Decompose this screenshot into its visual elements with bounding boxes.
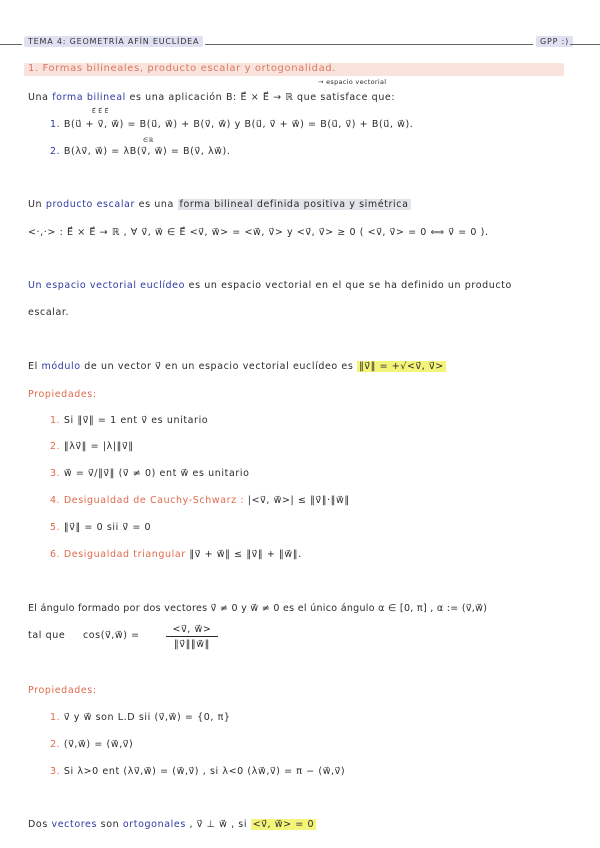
bilinear-item1-superscript: E⃗ E⃗ E⃗ [92, 108, 109, 115]
angle-cos-fraction [166, 624, 218, 650]
modulo-lead-1: El [28, 361, 38, 372]
bilinear-item2-text: B(λv⃗, w⃗) = λB(v⃗, w⃗) = B(v⃗, λw⃗). [63, 146, 231, 157]
angle-prop-3 [50, 766, 345, 777]
euclid-term: Un espacio vectorial euclídeo [28, 280, 186, 291]
modulo-prop-2 [50, 441, 134, 452]
bilinear-tail: que satisface que: [297, 92, 396, 103]
orthogonal-definition [28, 819, 316, 830]
scalar-term: producto escalar [45, 199, 135, 210]
bilinear-item1-text: B(u⃗ + v⃗, w⃗) = B(u⃗, w⃗) + B(v⃗, w⃗) y B(u⃗, v⃗ + w⃗) = B(u⃗, v⃗) + B(u⃗, w⃗). [63, 119, 414, 130]
scalar-definition [28, 199, 411, 210]
modulo-prop-3-text: w⃗ = v⃗/‖v⃗‖ (v⃗ ≠ 0) ent w⃗ es unitario [63, 468, 250, 479]
angle-prop-2 [50, 739, 133, 750]
euclid-line2: escalar. [28, 307, 70, 318]
scalar-definition-highlight: forma bilineal definida positiva y simétrica [179, 199, 409, 210]
scalar-lead-1: Un [28, 199, 43, 210]
modulo-prop-2-number: 2. [50, 441, 61, 452]
orthogonal-lead-1: Dos [28, 819, 48, 830]
bilinear-item1-number: 1. [50, 119, 61, 130]
bilinear-lead-2: es una aplicación [129, 92, 223, 103]
modulo-formula: ‖v⃗‖ = +√<v⃗, v⃗> [359, 361, 444, 372]
modulo-prop-5 [50, 522, 151, 533]
modulo-lead-2: de un vector v⃗ en un espacio vectorial euclídeo es [84, 361, 354, 372]
angle-cos-lead: tal que [28, 630, 66, 641]
angle-cos-lhs: cos(v⃗,w⃗) = [82, 630, 140, 641]
modulo-prop-3-number: 3. [50, 468, 61, 479]
orthogonal-rest: , v⃗ ⊥ w⃗ , si [189, 819, 248, 830]
bilinear-map: B: E⃗ × E⃗ → ℝ [225, 92, 294, 103]
modulo-prop-4-text: |<v⃗, w⃗>| ≤ ‖v⃗‖·‖w⃗‖ [247, 495, 350, 506]
bilinear-annotation: → espacio vectorial [318, 78, 387, 86]
modulo-prop-3 [50, 468, 250, 479]
angle-prop-1 [50, 712, 231, 723]
modulo-prop-6-text: ‖v⃗ + w⃗‖ ≤ ‖v⃗‖ + ‖w⃗‖. [189, 549, 302, 560]
modulo-prop-4 [50, 495, 350, 506]
angle-prop-2-number: 2. [50, 739, 61, 750]
modulo-prop-2-text: ‖λv⃗‖ = |λ|‖v⃗‖ [63, 441, 134, 452]
angle-prop-1-text: v⃗ y w⃗ son L.D sii (v⃗,w⃗) = {0, π} [63, 712, 231, 723]
modulo-prop-6-label: Desigualdad triangular [63, 549, 186, 560]
scalar-lead-2: es una [138, 199, 174, 210]
orthogonal-term-ortogonales: ortogonales [122, 819, 186, 830]
modulo-prop-5-text: ‖v⃗‖ = 0 sii v⃗ = 0 [63, 522, 152, 533]
modulo-prop-1-text: Si ‖v⃗‖ = 1 ent v⃗ es unitario [63, 415, 209, 426]
bilinear-item2 [50, 146, 230, 157]
orthogonal-formula: <v⃗, w⃗> = 0 [252, 819, 315, 830]
angle-props-title: Propiedades: [28, 685, 97, 696]
modulo-prop-6 [50, 549, 302, 560]
modulo-prop-5-number: 5. [50, 522, 61, 533]
header-rule-middle [205, 44, 533, 45]
bilinear-lead-1: Una [28, 92, 49, 103]
app-tag: GPP :) [536, 36, 573, 47]
angle-cos-line [28, 630, 140, 641]
modulo-term: módulo [41, 361, 81, 372]
modulo-prop-4-label: Desigualdad de Cauchy-Schwarz : [63, 495, 245, 506]
modulo-prop-6-number: 6. [50, 549, 61, 560]
angle-cos-denominator: ‖v⃗‖‖w⃗‖ [174, 639, 210, 650]
orthogonal-lead-2: son [100, 819, 120, 830]
modulo-props-title: Propiedades: [28, 389, 97, 400]
modulo-definition [28, 361, 446, 372]
euclid-definition [28, 280, 512, 291]
angle-prop-3-text: Si λ>0 ent (λv⃗,w⃗) = (w⃗,v⃗) , si λ<0 (λw⃗,v⃗) = π − (w⃗,v⃗) [63, 766, 346, 777]
angle-definition: El ángulo formado por dos vectores v⃗ ≠ 0 y w⃗ ≠ 0 es el único ángulo α ∈ [0, π] , α := (v⃗,w⃗) [28, 603, 488, 614]
bilinear-definition [28, 92, 395, 103]
angle-prop-2-text: (v⃗,w⃗) = (w⃗,v⃗) [63, 739, 134, 750]
bilinear-item1 [50, 119, 413, 130]
scalar-formula-line: <·,·> : E⃗ × E⃗ → ℝ , ∀ v⃗, w⃗ ∈ E⃗ <v⃗, w⃗> = <w⃗, v⃗> y <v⃗, v⃗> ≥ 0 ( <v⃗, v⃗> = 0 ⟺ v⃗ = 0 ). [28, 227, 489, 238]
modulo-prop-4-number: 4. [50, 495, 61, 506]
modulo-prop-1 [50, 415, 208, 426]
bilinear-item2-superscript: ∈ℝ [143, 137, 154, 144]
section-title: 1. Formas bilineales, producto escalar y ortogonalidad. [28, 63, 337, 74]
header-rule-right [570, 44, 600, 45]
angle-prop-1-number: 1. [50, 712, 61, 723]
euclid-rest: es un espacio vectorial en el que se ha definido un producto [188, 280, 512, 291]
header-rule-left [0, 44, 22, 45]
angle-prop-3-number: 3. [50, 766, 61, 777]
orthogonal-term-vectors: vectores [51, 819, 98, 830]
angle-cos-numerator: <v⃗, w⃗> [166, 624, 218, 637]
modulo-prop-1-number: 1. [50, 415, 61, 426]
bilinear-item2-number: 2. [50, 146, 61, 157]
topic-tag: TEMA 4: GEOMETRÍA AFÍN EUCLÍDEA [24, 36, 203, 47]
bilinear-term: forma bilineal [52, 92, 126, 103]
